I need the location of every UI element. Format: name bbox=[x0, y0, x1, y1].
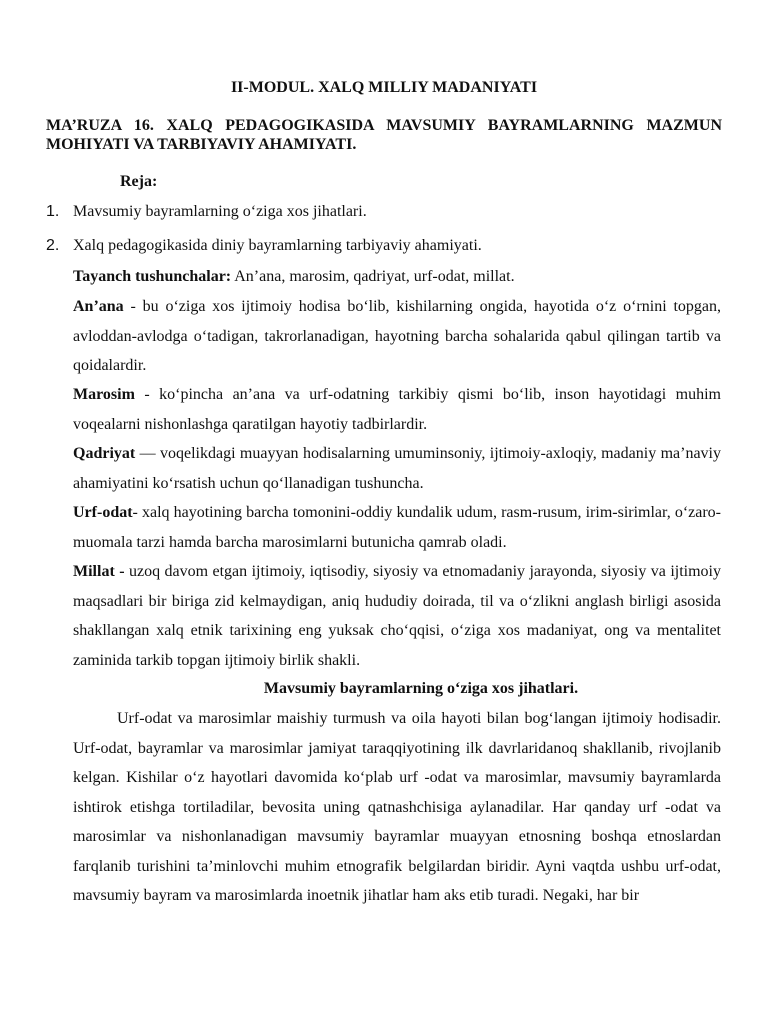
plan-item-2 bbox=[46, 236, 722, 256]
definition-text: uzoq davom etgan ijtimoiy, iqtisodiy, siyosiy va etnomadaniy jarayonda, siyosiy va ijtimoiy maqsadlari bir biriga zid kelmaydigan, aniq hududiy doirada, til va o‘zlikni anglash birligi asosida shakllangan xalq etnik tarixining eng yuksak cho‘qqisi, o‘ziga xos madaniyat, ong va mentalitet zaminida tarkib topgan ijtimoiy birlik shakli. bbox=[73, 563, 722, 669]
definition-millat bbox=[73, 557, 721, 675]
definition-term: Marosim bbox=[73, 386, 135, 403]
definition-marosim bbox=[73, 380, 721, 439]
plan-item-text: Mavsumiy bayramlarning o‘ziga xos jihatlari. bbox=[73, 203, 367, 220]
definition-text: - ko‘pincha an’ana va urf-odatning tarkibiy qismi bo‘lib, inson hayotidagi muhim voqealarni nishonlashga qaratilgan hayotiy tadbirlardir. bbox=[73, 386, 721, 433]
module-title: II-MODUL. XALQ MILLIY MADANIYATI bbox=[230, 79, 538, 96]
key-concepts bbox=[73, 262, 721, 292]
definition-term: Qadriyat bbox=[73, 445, 136, 462]
paragraph-text: Urf-odat va marosimlar maishiy turmush va oila hayoti bilan bog‘langan ijtimoiy hodisadir. Urf-odat, bayramlar va marosimlar jamiyat taraqqiyotining ilk davrlaridanoq shakllanib, rivojlanib kelgan. Kishilar o‘z hayotlari davomida ko‘plab urf -odat va marosimlar, mavsumiy bayramlarda ishtirok etishga tortiladilar, bevosita uning qatnashchisiga aylanadilar. Har qanday urf -odat va marosimlar va nishonlanadigan mavsumiy bayramlar muayyan etnosning boshqa etnoslardan farqlanib turishini ta’minlovchi muhim etnografik belgilardan biridir. Ayni vaqtda ushbu urf-odat, mavsumiy bayram va marosimlarda inoetnik jihatlar ham aks etib turadi. Negaki, har bir bbox=[73, 710, 721, 904]
definition-qadriyat bbox=[73, 439, 721, 498]
definition-term: An’ana bbox=[73, 298, 124, 315]
section-heading: Mavsumiy bayramlarning o‘ziga xos jihatlari. bbox=[263, 680, 579, 697]
definition-text: - bu o‘ziga xos ijtimoiy hodisa bo‘lib, kishilarning ongida, hayotida o‘z o‘rnini topgan, avloddan-avlodga o‘tadigan, takrorlanadigan, hayotning barcha sohalarida qabul qilingan tartib va qoidalardir. bbox=[73, 298, 721, 374]
lecture-title: MA’RUZA 16. XALQ PEDAGOGIKASIDA MAVSUMIY BAYRAMLARNING MAZMUN MOHIYATI VA TARBIYAVIY AHAMIYATI. bbox=[46, 117, 722, 153]
key-concepts-text: An’ana, marosim, qadriyat, urf-odat, millat. bbox=[231, 268, 515, 285]
plan-item-number: 2. bbox=[46, 237, 60, 254]
definition-term: Urf-odat bbox=[73, 504, 133, 521]
plan-label: Reja: bbox=[120, 173, 158, 190]
key-concepts-label: Tayanch tushunchalar: bbox=[73, 268, 232, 285]
definition-anana bbox=[73, 292, 721, 381]
definition-urf-odat bbox=[73, 498, 721, 557]
definition-term: Millat - bbox=[73, 563, 125, 580]
plan-item-number: 1. bbox=[46, 203, 60, 220]
plan-item-text: Xalq pedagogikasida diniy bayramlarning tarbiyaviy ahamiyati. bbox=[73, 237, 482, 254]
body-paragraph bbox=[73, 704, 721, 911]
definition-text: — voqelikdagi muayyan hodisalarning umuminsoniy, ijtimoiy-axloqiy, madaniy ma’naviy ahamiyatini ko‘rsatish uchun qo‘llanadigan tushuncha. bbox=[73, 445, 721, 492]
definition-text: - xalq hayotining barcha tomonini-oddiy kundalik udum, rasm-rusum, irim-sirimlar, o‘zaro-muomala tarzi hamda barcha marosimlarni butunicha qamrab oladi. bbox=[73, 504, 721, 551]
plan-item-1 bbox=[46, 202, 722, 222]
